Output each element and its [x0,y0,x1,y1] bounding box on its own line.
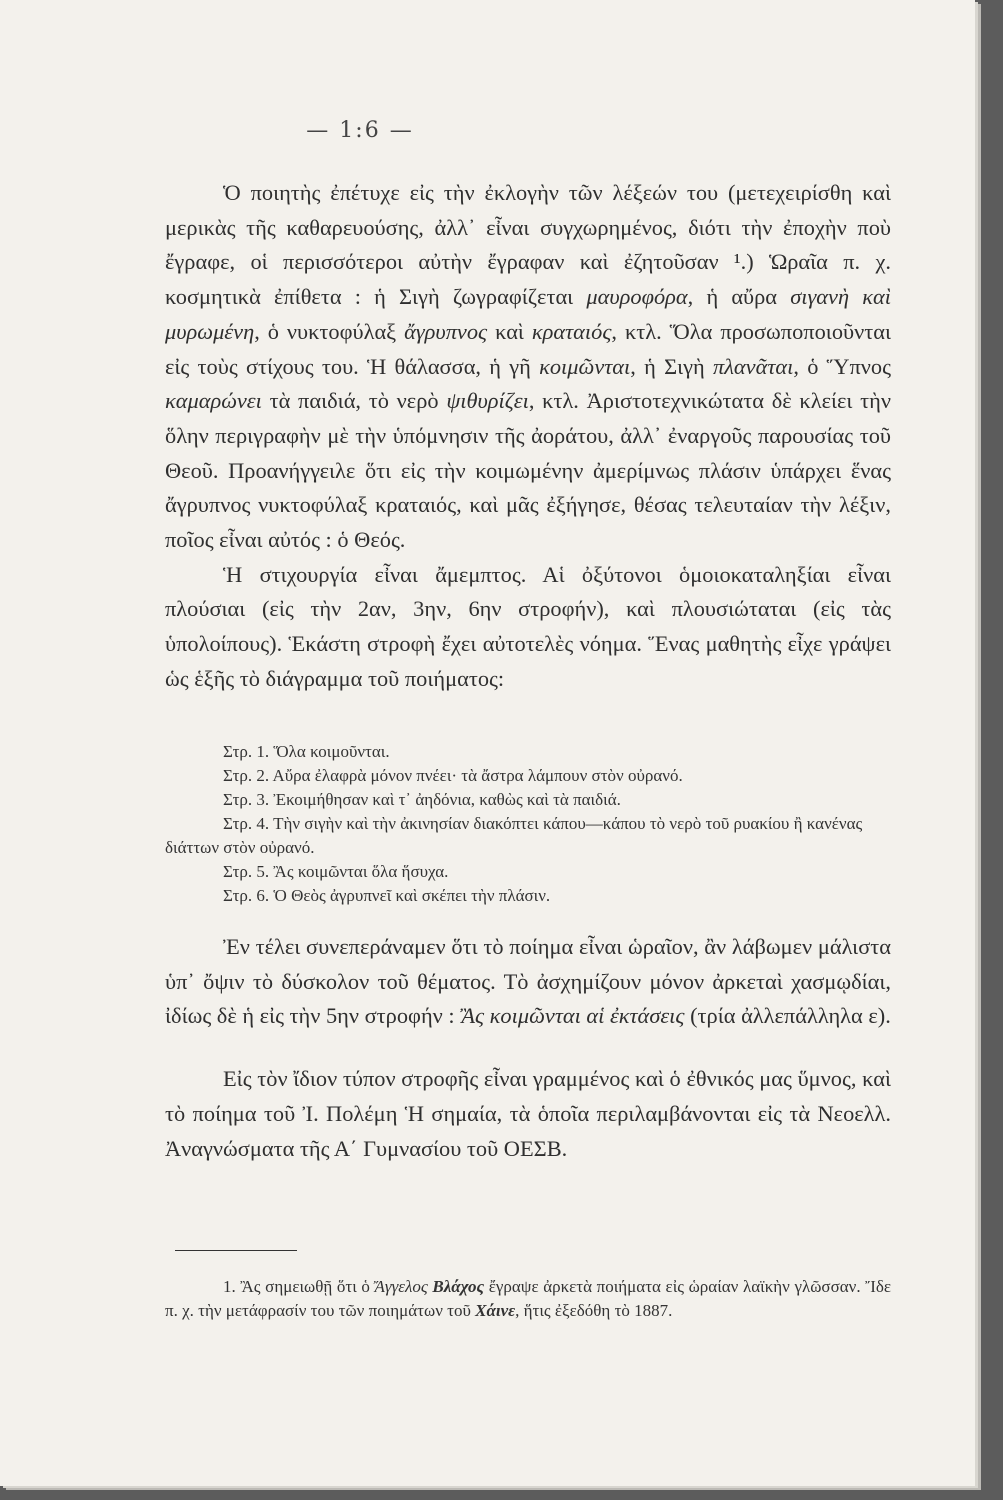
page-number: — 1:6 — [306,118,414,143]
paragraph-3: Ἐν τέλει συνεπεράναμεν ὅτι τὸ ποίημα εἶναι ὡραῖον, ἂν λάβωμεν μάλιστα ὑπ᾿ ὄψιν τὸ δύσκολον τοῦ θέματος. Τὸ ἀσχημίζουν μόνον ἀρκεταὶ χασμῳδίαι, ἰδίως δὲ ἡ εἰς τὴν 5ην στροφήν : Ἂς κοιμῶνται αἱ ἐκτάσεις (τρία ἀλλεπάλληλα ε). [165,934,891,1029]
main-text [165,176,891,697]
stanza-line: Στρ. 6. Ὁ Θεὸς ἀγρυπνεῖ καὶ σκέπει τὴν πλάσιν. [223,886,551,905]
paragraph-4: Εἰς τὸν ἴδιον τύπον στροφῆς εἶναι γραμμένος καὶ ὁ ἐθνικός μας ὕμνος, καὶ τὸ ποίημα τοῦ Ἰ. Πολέμη Ἡ σημαία, τὰ ὁποῖα περιλαμβάνονται εἰς τὰ Νεοελλ. Ἀναγνώσματα τῆς Α΄ Γυμνασίου τοῦ ΟΕΣΒ. [165,1066,891,1161]
closing-text [165,930,891,1166]
poem-outline [165,740,891,908]
paragraph-1: Ὁ ποιητὴς ἐπέτυχε εἰς τὴν ἐκλογὴν τῶν λέξεών του (μετεχειρίσθη καὶ μερικὰς τῆς καθαρευούσης, ἀλλ᾿ εἶναι συγχωρημένος, διότι τὴν ἐποχὴν ποὺ ἔγραφε, οἱ περισσότεροι αὐτὴν ἔγραφαν καὶ ἐζητοῦσαν ¹.) Ὡραῖα π. χ. κοσμητικὰ ἐπίθετα : ἡ Σιγὴ ζωγραφίζεται μαυροφόρα, ἡ αὔρα σιγανὴ καὶ μυρωμένη, ὁ νυκτοφύλαξ ἄγρυπνος καὶ κραταιός, κτλ. Ὅλα προσωποποιοῦνται εἰς τοὺς στίχους του. Ἡ θάλασσα, ἡ γῆ κοιμῶνται, ἡ Σιγὴ πλανᾶται, ὁ Ὕπνος καμαρώνει τὰ παιδιά, τὸ νερὸ ψιθυρίζει, κτλ. Ἀριστοτεχνικώτατα δὲ κλείει τὴν ὅλην περιγραφὴν μὲ τὴν ὑπόμνησιν τῆς ἀοράτου, ἀλλ᾿ ἐναργοῦς παρουσίας τοῦ Θεοῦ. Προανήγγειλε ὅτι εἰς τὴν κοιμωμένην ἀμερίμνως πλάσιν ὑπάρχει ἕνας ἄγρυπνος νυκτοφύλαξ κραταιός, καὶ μᾶς ἐξήγησε, θέσας τελευταίαν τὴν λέξιν, ποῖος εἶναι αὐτός : ὁ Θεός. [165,180,891,553]
paragraph-2: Ἡ στιχουργία εἶναι ἄμεμπτος. Αἱ ὀξύτονοι ὁμοιοκαταληξίαι εἶναι πλούσιαι (εἰς τὴν 2αν, 3ην, 6ην στροφήν), καὶ πλουσιώταται (εἰς τὰς ὑπολοίπους). Ἑκάστη στροφὴ ἔχει αὐτοτελὲς νόημα. Ἕνας μαθητὴς εἶχε γράψει ὡς ἑξῆς τὸ διάγραμμα τοῦ ποιήματος: [165,561,891,691]
footnote-divider [175,1250,297,1251]
footnote [165,1275,891,1323]
stanza-line: Στρ. 3. Ἐκοιμήθησαν καὶ τ᾿ ἀηδόνια, καθὼς καὶ τὰ παιδιά. [223,790,621,809]
stanza-line: Στρ. 1. Ὅλα κοιμοῦνται. [223,742,390,761]
stanza-line: Στρ. 5. Ἂς κοιμῶνται ὅλα ἥσυχα. [223,862,449,881]
stanza-line: Στρ. 4. Τὴν σιγὴν καὶ τὴν ἀκινησίαν διακόπτει κάπου—κάπου τὸ νερὸ τοῦ ρυακίου ἢ κανένας διάττων στὸν οὐρανό. [165,814,863,857]
footnote-text: 1. Ἂς σημειωθῇ ὅτι ὁ Ἄγγελος Βλάχος ἔγραψε ἀρκετὰ ποιήματα εἰς ὡραίαν λαϊκὴν γλῶσσαν. Ἴδε π. χ. τὴν μετάφρασίν του τῶν ποιημάτων τοῦ Χάινε, ἥτις ἐξεδόθη τὸ 1887. [165,1277,891,1320]
stanza-line: Στρ. 2. Αὔρα ἐλαφρὰ μόνον πνέει· τὰ ἄστρα λάμπουν στὸν οὐρανό. [223,766,683,785]
